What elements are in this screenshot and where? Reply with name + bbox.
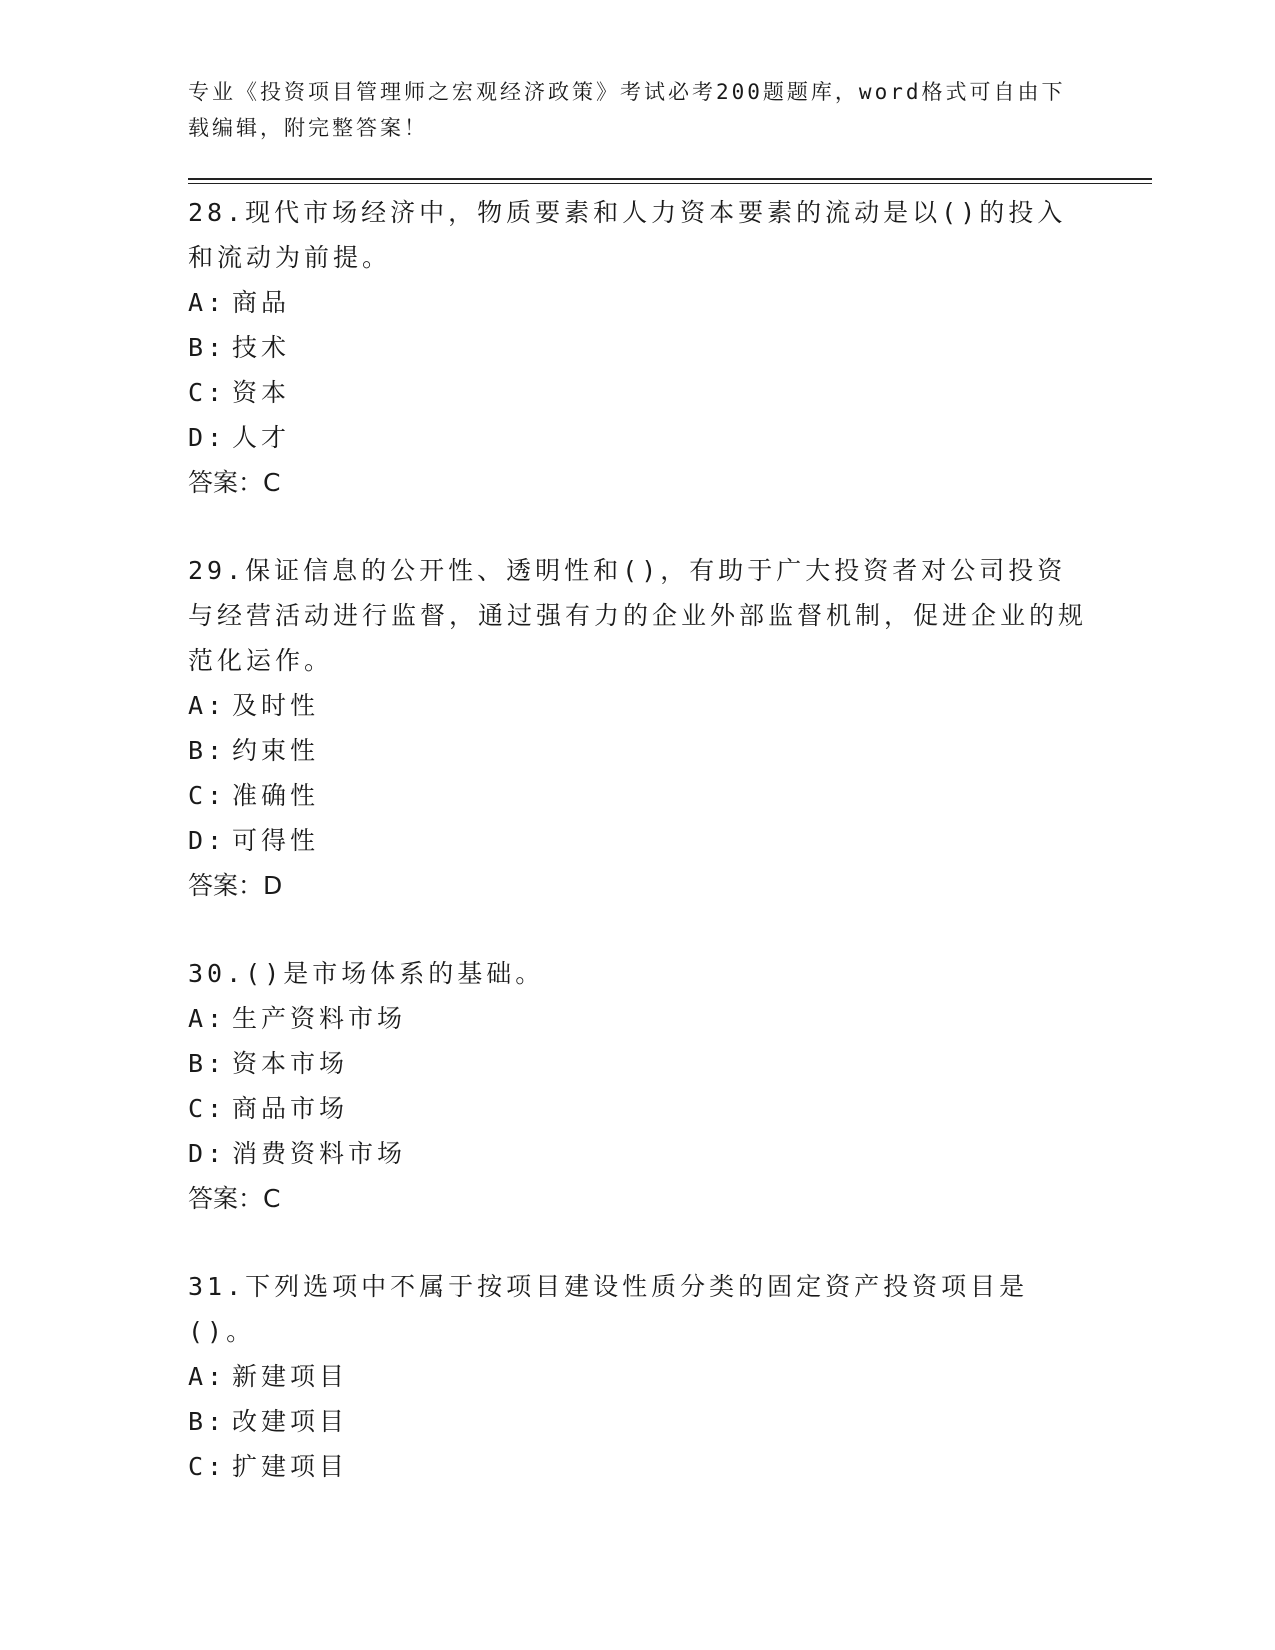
option-text: 技术 [232,333,291,362]
option-a [188,683,1088,728]
header-divider-thin [188,183,1152,184]
option-key: D: [188,1139,227,1168]
option-text: 准确性 [232,781,320,810]
question-29 [188,548,1088,909]
question-text: 29.保证信息的公开性、透明性和()，有助于广大投资者对公司投资与经营活动进行监督，通过强有力的企业外部监督机制，促进企业的规范化运作。 [188,556,1088,675]
option-key: A: [188,1004,227,1033]
option-key: B: [188,1407,227,1436]
option-text: 扩建项目 [232,1452,349,1481]
option-text: 消费资料市场 [232,1139,407,1168]
answer-line: 答案：C [188,468,281,497]
option-d [188,818,1088,863]
option-key: C: [188,1094,227,1123]
question-text: 28.现代市场经济中，物质要素和人力资本要素的流动是以()的投入和流动为前提。 [188,198,1067,272]
option-b [188,1399,1088,1444]
option-key: B: [188,736,227,765]
answer-line: 答案：C [188,1184,281,1213]
option-a [188,1354,1088,1399]
option-text: 人才 [232,423,291,452]
option-text: 商品 [232,288,291,317]
question-28 [188,190,1088,506]
option-c [188,773,1088,818]
question-text: 31.下列选项中不属于按项目建设性质分类的固定资产投资项目是()。 [188,1272,1029,1346]
option-a [188,280,1088,325]
option-text: 商品市场 [232,1094,349,1123]
option-c [188,1444,1088,1489]
option-text: 约束性 [232,736,320,765]
option-key: D: [188,423,227,452]
question-30 [188,951,1088,1222]
question-31 [188,1264,1088,1489]
answer-line: 答案：D [188,871,283,900]
option-key: C: [188,781,227,810]
option-b [188,1041,1088,1086]
option-text: 资本 [232,378,291,407]
question-list [188,190,1088,1531]
option-a [188,996,1088,1041]
option-b [188,325,1088,370]
option-key: D: [188,826,227,855]
header-text: 专业《投资项目管理师之宏观经济政策》考试必考200题题库，word格式可自由下载编辑，附完整答案！ [188,80,1066,140]
option-c [188,1086,1088,1131]
header-divider [188,178,1152,180]
option-text: 资本市场 [232,1049,349,1078]
option-key: C: [188,1452,227,1481]
option-text: 新建项目 [232,1362,349,1391]
option-b [188,728,1088,773]
option-text: 改建项目 [232,1407,349,1436]
option-key: A: [188,691,227,720]
option-key: A: [188,288,227,317]
option-text: 及时性 [232,691,320,720]
option-d [188,1131,1088,1176]
question-text: 30.()是市场体系的基础。 [188,959,545,988]
document-header [188,74,1068,146]
option-text: 可得性 [232,826,320,855]
option-key: B: [188,1049,227,1078]
option-key: B: [188,333,227,362]
option-c [188,370,1088,415]
option-text: 生产资料市场 [232,1004,407,1033]
option-d [188,415,1088,460]
option-key: A: [188,1362,227,1391]
option-key: C: [188,378,227,407]
